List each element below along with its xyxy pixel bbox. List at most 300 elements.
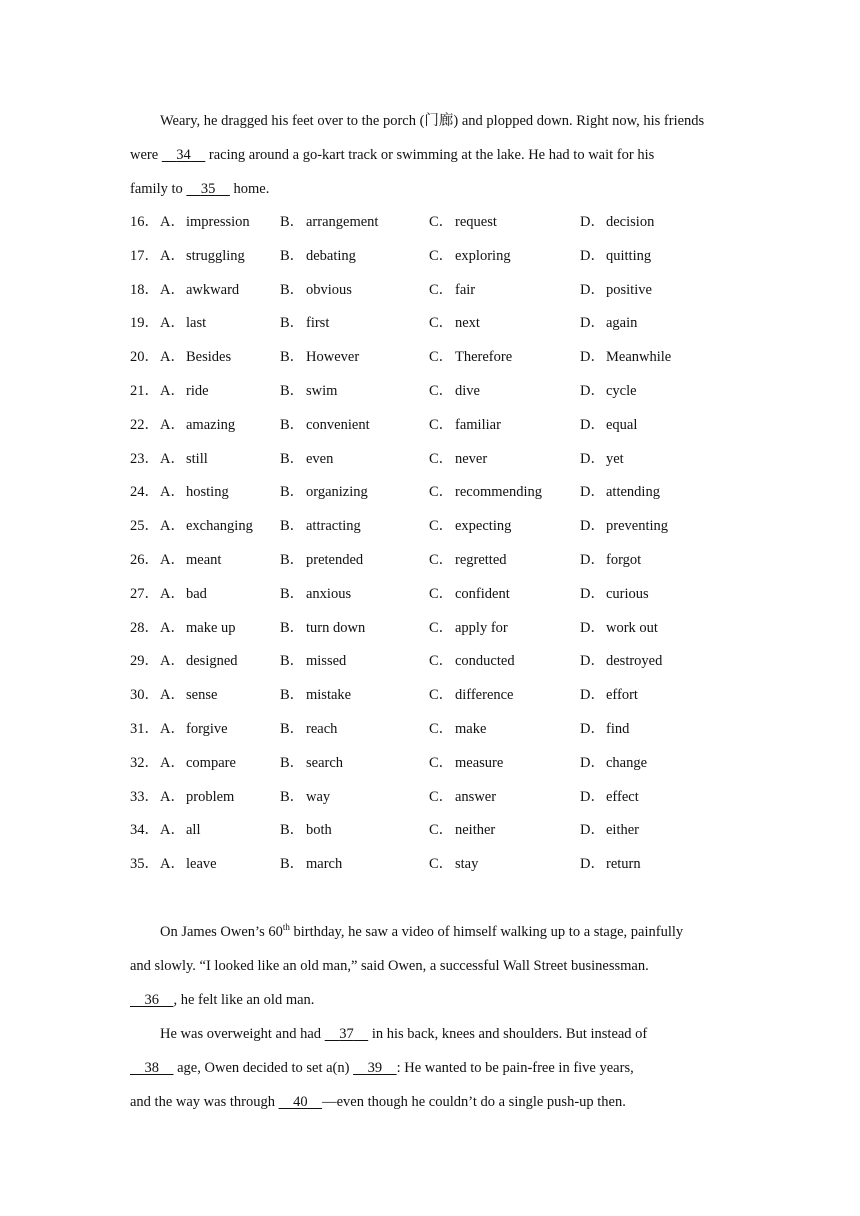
option-letter: D． — [580, 585, 605, 602]
question-row — [130, 375, 730, 409]
option-a — [160, 578, 207, 612]
question-row — [130, 747, 730, 781]
option-text: swim — [306, 382, 338, 399]
option-text: fair — [455, 281, 476, 298]
option-letter: A． — [160, 687, 185, 704]
option-c — [429, 341, 512, 375]
passage-line — [130, 138, 730, 172]
option-letter: D． — [580, 349, 605, 366]
option-text: way — [306, 788, 331, 805]
option-letter: D． — [580, 551, 605, 568]
option-letter: C． — [429, 416, 454, 433]
option-b — [280, 510, 361, 544]
option-text: arrangement — [306, 214, 379, 230]
option-a — [160, 341, 231, 375]
question-number: 22． — [130, 416, 159, 433]
option-a — [160, 443, 208, 477]
option-d — [580, 510, 668, 544]
question-number: 35． — [130, 856, 159, 873]
option-text: positive — [606, 281, 652, 298]
question-row — [130, 814, 730, 848]
option-letter: B． — [280, 653, 305, 670]
question-number: 25． — [130, 518, 159, 535]
option-a — [160, 713, 228, 747]
passage-text: age, Owen decided to set a(n) — [173, 1059, 354, 1076]
passage-line — [130, 949, 730, 983]
question-row — [130, 578, 730, 612]
option-d — [580, 713, 629, 747]
option-letter: C． — [429, 788, 454, 805]
option-letter: D． — [580, 382, 605, 399]
option-c — [429, 206, 497, 240]
option-text: forgot — [606, 551, 642, 568]
option-text: measure — [455, 754, 504, 771]
option-text: turn down — [306, 619, 366, 636]
option-text: again — [606, 315, 638, 332]
passage-text: birthday, he saw a video of himself walking up to a stage, painfully — [289, 923, 684, 940]
question-row — [130, 645, 730, 679]
option-d — [580, 443, 624, 477]
option-d — [580, 375, 637, 409]
option-text: find — [606, 720, 630, 737]
option-text: mistake — [306, 687, 352, 704]
passage-text: He was overweight and had — [160, 1025, 325, 1042]
question-row — [130, 612, 730, 646]
option-letter: B． — [280, 315, 305, 332]
option-text: convenient — [306, 416, 370, 433]
option-letter: B． — [280, 450, 305, 467]
option-letter: C． — [429, 822, 454, 839]
option-d — [580, 781, 639, 815]
option-text: confident — [455, 585, 510, 602]
option-text: request — [455, 214, 497, 230]
option-a — [160, 781, 234, 815]
passage-line — [130, 1085, 730, 1119]
option-letter: D． — [580, 450, 605, 467]
option-c — [429, 814, 495, 848]
passage-text: —even though he couldn’t do a single push-up then. — [322, 1093, 626, 1110]
question-number: 30． — [130, 687, 159, 704]
option-c — [429, 848, 478, 882]
option-d — [580, 409, 637, 443]
option-letter: C． — [429, 551, 454, 568]
option-letter: B． — [280, 382, 305, 399]
option-letter: C． — [429, 518, 454, 535]
option-text: effect — [606, 788, 639, 805]
option-letter: A． — [160, 484, 185, 501]
option-text: sense — [186, 687, 218, 704]
passage-text: in his back, knees and shoulders. But instead of — [368, 1025, 648, 1042]
option-letter: C． — [429, 247, 454, 264]
option-d — [580, 578, 649, 612]
option-letter: A． — [160, 788, 185, 805]
option-text: impression — [186, 214, 250, 230]
option-text: make — [455, 720, 487, 737]
passage-text: , he felt like an old man. — [173, 991, 315, 1008]
option-b — [280, 814, 332, 848]
option-letter: B． — [280, 518, 305, 535]
option-text: both — [306, 822, 332, 839]
option-text: effort — [606, 687, 638, 704]
option-letter: C． — [429, 720, 454, 737]
option-b — [280, 240, 356, 274]
option-b — [280, 578, 351, 612]
option-a — [160, 848, 217, 882]
question-number: 31． — [130, 720, 159, 737]
option-b — [280, 206, 378, 240]
option-text: march — [306, 856, 343, 873]
option-text: next — [455, 315, 480, 332]
blank-34: 34 — [176, 147, 191, 163]
option-letter: D． — [580, 856, 605, 873]
option-letter: D． — [580, 720, 605, 737]
option-letter: D． — [580, 281, 605, 298]
option-d — [580, 747, 647, 781]
option-b — [280, 307, 329, 341]
option-d — [580, 848, 641, 882]
option-b — [280, 781, 330, 815]
question-number: 17． — [130, 247, 159, 264]
option-d — [580, 341, 671, 375]
option-text: either — [606, 822, 640, 839]
option-c — [429, 274, 475, 308]
option-text: exchanging — [186, 518, 253, 535]
option-text: exploring — [455, 247, 511, 264]
option-text: missed — [306, 653, 347, 670]
option-text: dive — [455, 382, 480, 399]
option-b — [280, 645, 346, 679]
question-number: 23． — [130, 450, 159, 467]
option-letter: C． — [429, 281, 454, 298]
option-text: compare — [186, 754, 236, 771]
question-row — [130, 713, 730, 747]
question-row — [130, 307, 730, 341]
option-letter: A． — [160, 450, 185, 467]
option-letter: D． — [580, 619, 605, 636]
option-d — [580, 240, 651, 274]
option-text: never — [455, 450, 488, 467]
option-text: first — [306, 315, 330, 332]
option-letter: A． — [160, 822, 185, 839]
option-text: make up — [186, 619, 236, 636]
option-letter: C． — [429, 856, 454, 873]
option-text: Therefore — [455, 349, 513, 366]
option-letter: D． — [580, 214, 605, 230]
option-text: apply for — [455, 619, 508, 636]
option-text: search — [306, 754, 344, 771]
passage-line — [130, 915, 730, 949]
option-letter: D． — [580, 653, 605, 670]
option-letter: D． — [580, 788, 605, 805]
question-number: 26． — [130, 551, 159, 568]
option-text: bad — [186, 585, 207, 602]
option-letter: B． — [280, 687, 305, 704]
passage-text: and slowly. “I looked like an old man,” said Owen, a successful Wall Street businessman. — [130, 957, 649, 974]
option-text: neither — [455, 822, 496, 839]
option-text: regretted — [455, 551, 507, 568]
question-number: 28． — [130, 619, 159, 636]
option-letter: D． — [580, 315, 605, 332]
option-letter: D． — [580, 247, 605, 264]
option-b — [280, 375, 337, 409]
passage-one — [130, 104, 730, 206]
option-text: stay — [455, 856, 479, 873]
question-number: 29． — [130, 653, 159, 670]
question-number: 18． — [130, 281, 159, 298]
passage-text: family to — [130, 181, 187, 197]
option-text: awkward — [186, 281, 240, 298]
option-text: quitting — [606, 247, 652, 264]
option-text: familiar — [455, 416, 501, 433]
question-number: 32． — [130, 754, 159, 771]
question-number: 21． — [130, 382, 159, 399]
option-letter: B． — [280, 551, 305, 568]
option-letter: C． — [429, 585, 454, 602]
passage-line — [130, 1017, 730, 1051]
passage-text: home. — [229, 181, 270, 197]
blank-40: 40 — [293, 1093, 308, 1110]
option-d — [580, 206, 654, 240]
option-d — [580, 274, 652, 308]
option-a — [160, 476, 229, 510]
option-letter: C． — [429, 315, 454, 332]
option-b — [280, 274, 352, 308]
option-letter: C． — [429, 382, 454, 399]
option-b — [280, 443, 333, 477]
option-letter: B． — [280, 822, 305, 839]
option-c — [429, 307, 480, 341]
option-letter: A． — [160, 754, 185, 771]
option-a — [160, 612, 236, 646]
option-a — [160, 375, 209, 409]
question-row — [130, 476, 730, 510]
option-d — [580, 307, 637, 341]
option-letter: D． — [580, 687, 605, 704]
option-c — [429, 240, 511, 274]
option-a — [160, 409, 235, 443]
question-number: 33． — [130, 788, 159, 805]
option-letter: D． — [580, 518, 605, 535]
option-letter: C． — [429, 484, 454, 501]
option-letter: B． — [280, 754, 305, 771]
option-letter: A． — [160, 382, 185, 399]
question-number: 24． — [130, 484, 159, 501]
option-letter: B． — [280, 214, 305, 230]
option-text: last — [186, 315, 207, 332]
option-letter: B． — [280, 585, 305, 602]
option-letter: B． — [280, 720, 305, 737]
option-c — [429, 781, 496, 815]
option-text: equal — [606, 416, 638, 433]
document-page — [130, 104, 730, 1119]
question-row — [130, 206, 730, 240]
option-text: answer — [455, 788, 497, 805]
option-text: decision — [606, 214, 655, 230]
option-letter: A． — [160, 214, 185, 230]
option-c — [429, 375, 480, 409]
option-letter: D． — [580, 416, 605, 433]
option-text: leave — [186, 856, 217, 873]
option-text: even — [306, 450, 334, 467]
option-d — [580, 814, 639, 848]
section-gap — [130, 882, 730, 915]
option-c — [429, 713, 486, 747]
option-text: conducted — [455, 653, 515, 670]
option-text: problem — [186, 788, 235, 805]
option-c — [429, 612, 508, 646]
option-c — [429, 409, 501, 443]
option-c — [429, 476, 542, 510]
passage-text: racing around a go-kart track or swimming at the lake. He had to wait for his — [205, 147, 655, 163]
option-letter: A． — [160, 281, 185, 298]
option-text: forgive — [186, 720, 228, 737]
option-text: debating — [306, 247, 356, 264]
question-number: 20． — [130, 349, 159, 366]
option-letter: C． — [429, 754, 454, 771]
option-c — [429, 645, 515, 679]
option-b — [280, 341, 359, 375]
blank-39: 39 — [367, 1059, 383, 1076]
option-letter: A． — [160, 247, 185, 264]
option-letter: B． — [280, 856, 305, 873]
passage-text: Weary, he dragged his feet over to the porch (门廊) and plopped down. Right now, his friends — [160, 113, 705, 129]
option-b — [280, 612, 365, 646]
option-letter: A． — [160, 653, 185, 670]
option-text: curious — [606, 585, 649, 602]
question-number: 27． — [130, 585, 159, 602]
option-a — [160, 510, 253, 544]
option-a — [160, 206, 250, 240]
option-a — [160, 814, 201, 848]
passage-text: were — [130, 147, 162, 163]
question-row — [130, 544, 730, 578]
question-row — [130, 443, 730, 477]
option-text: return — [606, 856, 641, 873]
option-text: attracting — [306, 518, 361, 535]
option-letter: A． — [160, 349, 185, 366]
option-letter: D． — [580, 822, 605, 839]
question-row — [130, 781, 730, 815]
option-text: change — [606, 754, 648, 771]
option-c — [429, 510, 511, 544]
option-b — [280, 713, 337, 747]
option-letter: B． — [280, 416, 305, 433]
option-letter: B． — [280, 247, 305, 264]
option-text: organizing — [306, 484, 368, 501]
blank-36: 36 — [144, 991, 159, 1008]
option-b — [280, 544, 363, 578]
option-text: hosting — [186, 484, 229, 501]
option-letter: A． — [160, 518, 185, 535]
option-letter: B． — [280, 349, 305, 366]
option-letter: A． — [160, 720, 185, 737]
option-text: pretended — [306, 551, 364, 568]
option-c — [429, 679, 514, 713]
option-text: attending — [606, 484, 660, 501]
option-text: work out — [606, 619, 658, 636]
passage-line — [130, 983, 730, 1017]
option-letter: C． — [429, 619, 454, 636]
option-b — [280, 409, 370, 443]
question-number: 16． — [130, 214, 159, 230]
option-text: obvious — [306, 281, 352, 298]
option-letter: B． — [280, 619, 305, 636]
option-text: cycle — [606, 382, 637, 399]
option-d — [580, 645, 662, 679]
option-d — [580, 612, 658, 646]
option-text: still — [186, 450, 208, 467]
question-row — [130, 240, 730, 274]
option-text: amazing — [186, 416, 236, 433]
option-a — [160, 307, 206, 341]
passage-text: and the way was through — [130, 1093, 279, 1110]
option-b — [280, 679, 351, 713]
option-text: difference — [455, 687, 514, 704]
blank-35: 35 — [200, 181, 216, 197]
option-text: Besides — [186, 349, 232, 366]
option-a — [160, 645, 238, 679]
option-b — [280, 476, 368, 510]
blank-37: 37 — [339, 1025, 354, 1042]
option-letter: A． — [160, 551, 185, 568]
option-d — [580, 476, 660, 510]
option-text: anxious — [306, 585, 352, 602]
option-letter: C． — [429, 349, 454, 366]
passage-two — [130, 915, 730, 1119]
option-c — [429, 578, 510, 612]
option-letter: C． — [429, 687, 454, 704]
question-row — [130, 341, 730, 375]
option-letter: C． — [429, 450, 454, 467]
option-text: However — [306, 349, 360, 366]
question-row — [130, 679, 730, 713]
option-text: expecting — [455, 518, 512, 535]
option-letter: B． — [280, 281, 305, 298]
superscript: th — [282, 922, 290, 933]
option-c — [429, 747, 503, 781]
option-d — [580, 544, 641, 578]
option-text: preventing — [606, 518, 669, 535]
option-text: struggling — [186, 247, 245, 264]
passage-text: On James Owen’s 60 — [160, 923, 283, 940]
option-letter: A． — [160, 619, 185, 636]
passage-line — [130, 1051, 730, 1085]
option-text: recommending — [455, 484, 542, 501]
option-text: Meanwhile — [606, 349, 672, 366]
option-b — [280, 848, 342, 882]
option-letter: C． — [429, 214, 454, 230]
option-a — [160, 274, 239, 308]
option-text: destroyed — [606, 653, 663, 670]
option-letter: B． — [280, 484, 305, 501]
option-letter: B． — [280, 788, 305, 805]
question-row — [130, 409, 730, 443]
option-letter: A． — [160, 416, 185, 433]
question-row — [130, 848, 730, 882]
question-number: 19． — [130, 315, 159, 332]
option-c — [429, 443, 487, 477]
blank-38: 38 — [144, 1059, 159, 1076]
passage-text: : He wanted to be pain-free in five years, — [396, 1059, 634, 1076]
option-letter: A． — [160, 856, 185, 873]
option-a — [160, 747, 236, 781]
passage-line — [130, 172, 730, 206]
option-letter: C． — [429, 653, 454, 670]
option-b — [280, 747, 343, 781]
option-text: designed — [186, 653, 238, 670]
option-c — [429, 544, 507, 578]
option-a — [160, 679, 217, 713]
